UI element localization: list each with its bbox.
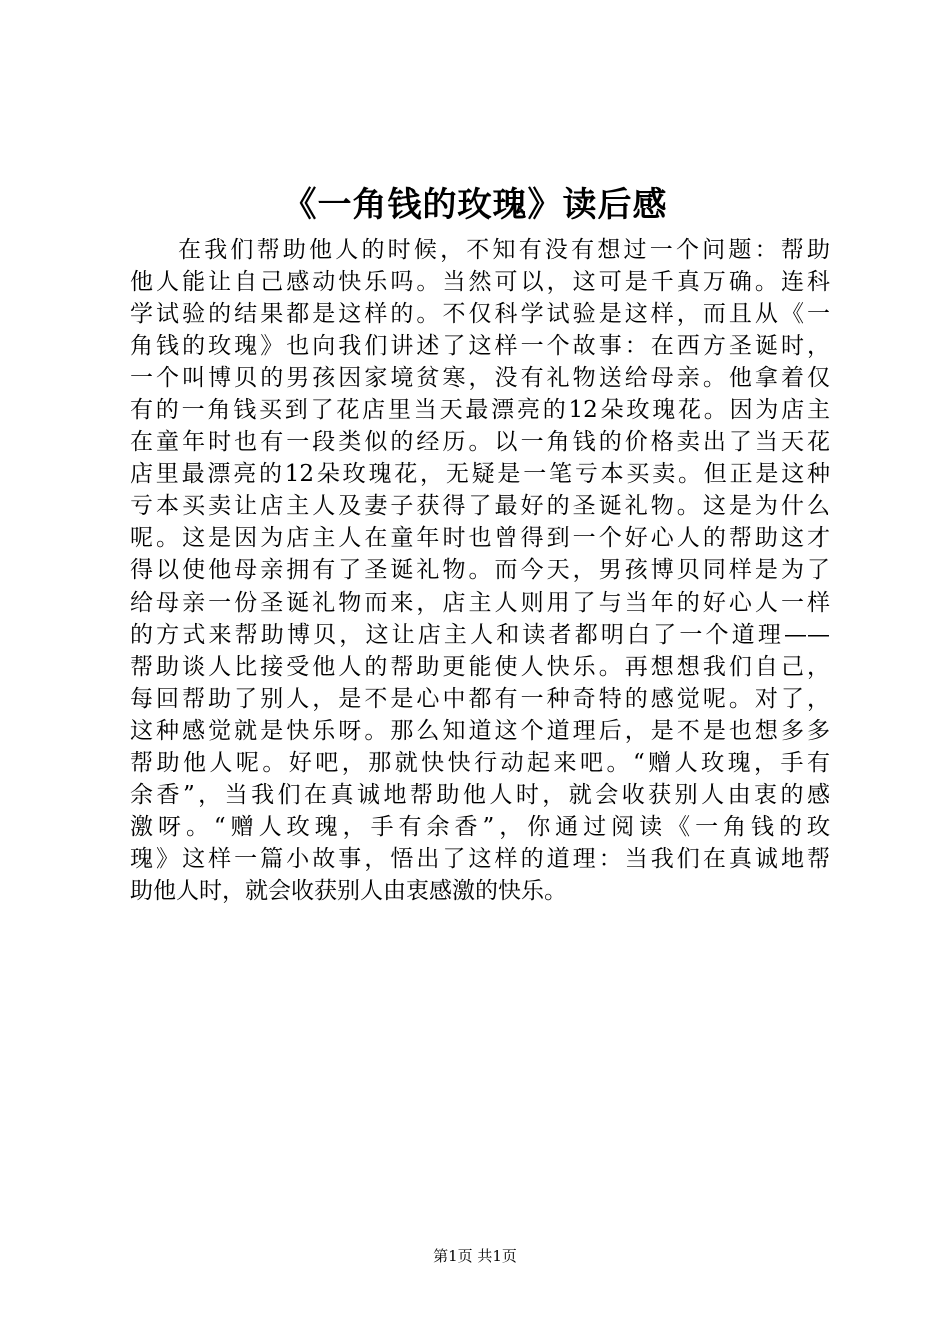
document-title: 《一角钱的玫瑰》读后感 xyxy=(282,185,668,225)
page-number-footer: 第1页 共1页 xyxy=(433,1247,517,1265)
paragraph-line: 有的一角钱买到了花店里当天最漂亮的12朵玫瑰花。因为店主 xyxy=(130,397,830,424)
paragraph-line: 得以使他母亲拥有了圣诞礼物。而今天，男孩博贝同样是为了 xyxy=(130,557,830,584)
paragraph-line: 学试验的结果都是这样的。不仅科学试验是这样，而且从《一 xyxy=(130,301,830,328)
paragraph-line: 亏本买卖让店主人及妻子获得了最好的圣诞礼物。这是为什么 xyxy=(130,493,830,520)
paragraph-line: 给母亲一份圣诞礼物而来，店主人则用了与当年的好心人一样 xyxy=(130,589,830,616)
paragraph-line: 帮助谈人比接受他人的帮助更能使人快乐。再想想我们自己， xyxy=(130,653,830,680)
paragraph-line: 角钱的玫瑰》也向我们讲述了这样一个故事：在西方圣诞时， xyxy=(130,333,830,360)
paragraph-line: 呢。这是因为店主人在童年时也曾得到一个好心人的帮助这才 xyxy=(130,525,830,552)
paragraph-line: 每回帮助了别人，是不是心中都有一种奇特的感觉呢。对了， xyxy=(130,685,830,712)
paragraph-line: 他人能让自己感动快乐吗。当然可以，这可是千真万确。连科 xyxy=(130,269,830,296)
paragraph-line: 助他人时，就会收获别人由衷感激的快乐。 xyxy=(130,877,567,904)
paragraph-line: 激呀。“赠人玫瑰，手有余香”，你通过阅读《一角钱的玫 xyxy=(130,813,830,840)
paragraph-line: 在我们帮助他人的时候，不知有没有想过一个问题：帮助 xyxy=(178,237,830,263)
paragraph-line: 这种感觉就是快乐呀。那么知道这个道理后，是不是也想多多 xyxy=(130,717,830,744)
paragraph-line: 的方式来帮助博贝，这让店主人和读者都明白了一个道理—— xyxy=(130,621,830,648)
paragraph-line: 余香”，当我们在真诚地帮助他人时，就会收获别人由衷的感 xyxy=(130,781,830,808)
paragraph-line: 店里最漂亮的12朵玫瑰花，无疑是一笔亏本买卖。但正是这种 xyxy=(130,461,830,488)
paragraph-line: 瑰》这样一篇小故事，悟出了这样的道理：当我们在真诚地帮 xyxy=(130,845,830,872)
paragraph-line: 帮助他人呢。好吧，那就快快行动起来吧。“赠人玫瑰，手有 xyxy=(130,749,830,776)
paragraph-line: 一个叫博贝的男孩因家境贫寒，没有礼物送给母亲。他拿着仅 xyxy=(130,365,830,392)
body-paragraph xyxy=(130,234,830,907)
paragraph-line: 在童年时也有一段类似的经历。以一角钱的价格卖出了当天花 xyxy=(130,429,830,456)
